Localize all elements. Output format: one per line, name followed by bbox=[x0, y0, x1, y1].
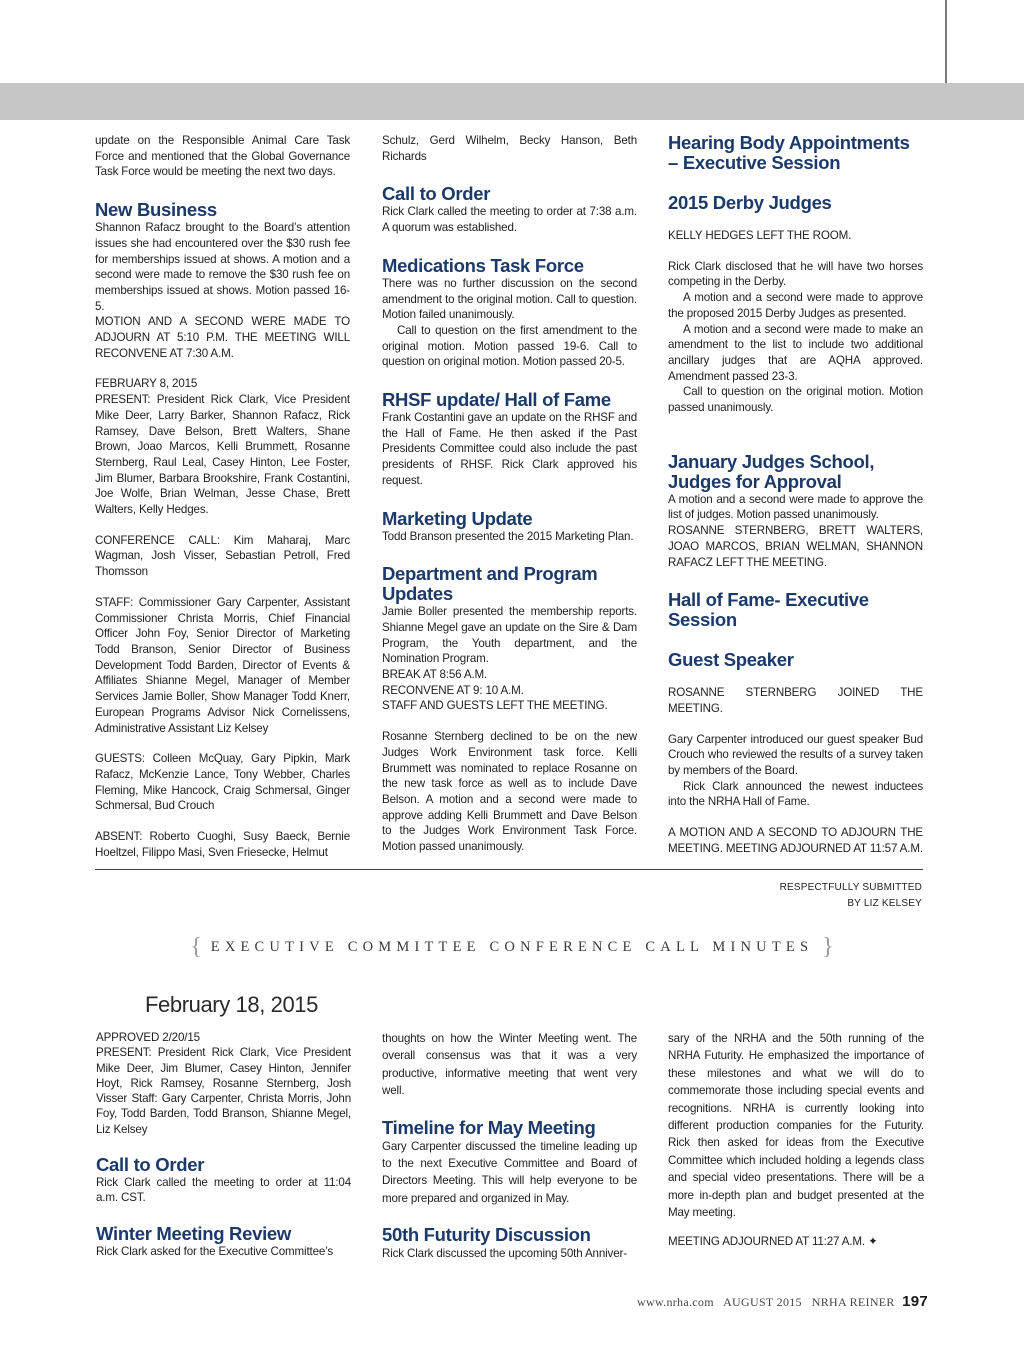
page-number: 197 bbox=[902, 1293, 928, 1310]
footer-website: www.nrha.com bbox=[637, 1295, 714, 1309]
paragraph: update on the Responsible Animal Care Task Force and mentioned that the Global Governance Task Force would be meeting the next two days. bbox=[95, 134, 350, 179]
heading-guest-speaker: Guest Speaker bbox=[668, 649, 794, 671]
heading-50th-futurity: 50th Futurity Discussion bbox=[382, 1224, 591, 1246]
upper-column-3 bbox=[668, 133, 923, 857]
guests-label: GUESTS: bbox=[95, 752, 145, 766]
members-left-note: ROSANNE STERNBERG, BRETT WALTERS, JOAO MARCOS, BRIAN WELMAN, SHANNON RAFACZ LEFT THE MEETING. bbox=[668, 524, 923, 569]
section-divider bbox=[95, 869, 923, 870]
paragraph: Schulz, Gerd Wilhelm, Becky Hanson, Beth Richards bbox=[382, 134, 637, 163]
approved-note: APPROVED 2/20/15 bbox=[96, 1031, 200, 1044]
lower-column-2 bbox=[382, 1030, 637, 1263]
paragraph: Rick Clark called the meeting to order at 11:04 a.m. CST. bbox=[96, 1176, 351, 1205]
footer-issue: AUGUST 2015 bbox=[723, 1295, 802, 1309]
header-bar bbox=[0, 83, 1024, 120]
right-brace: } bbox=[822, 934, 834, 960]
adjourned-note: MEETING ADJOURNED AT 11:27 A.M. ✦ bbox=[668, 1235, 878, 1249]
upper-column-1 bbox=[95, 133, 350, 860]
present-label: PRESENT: bbox=[95, 393, 151, 407]
paragraph: A motion and a second were made to make an amendment to the list to include two additional ancillary judges that are AQHA approved. Amendment passed 23-3. bbox=[668, 322, 923, 383]
paragraph: Rick Clark disclosed that he will have two horses competing in the Derby. bbox=[668, 259, 923, 289]
staff-label: STAFF: bbox=[95, 595, 134, 609]
paragraph: Gary Carpenter introduced our guest speaker Bud Crouch who reviewed the results of a survey taken by members of the Board. bbox=[668, 732, 923, 778]
page-edge-rule bbox=[945, 0, 947, 83]
conference-call-list bbox=[95, 533, 350, 580]
lower-column-3 bbox=[668, 1030, 924, 1251]
signoff bbox=[780, 880, 922, 912]
signoff-line-2: BY LIZ KELSEY bbox=[847, 898, 922, 909]
heading-january-judges-school: January Judges School, Judges for Approval bbox=[668, 450, 875, 492]
paragraph: Gary Carpenter discussed the timeline leading up to the next Executive Committee and Board of Directors Meeting. This will help everyone to be more prepared and organized in May. bbox=[382, 1139, 637, 1205]
left-brace: { bbox=[190, 934, 202, 960]
present-label: PRESENT: bbox=[96, 1046, 152, 1060]
paragraph: Frank Costantini gave an update on the RHSF and the Hall of Fame. He then asked if the Past Presidents Committee could also include the past presidents of RHSF. Rick Clark approved his request. bbox=[382, 411, 637, 487]
signoff-line-1: RESPECTFULLY SUBMITTED bbox=[779, 882, 922, 893]
kelly-left-note: KELLY HEDGES LEFT THE ROOM. bbox=[668, 229, 852, 242]
heading-medications-task-force: Medications Task Force bbox=[382, 254, 584, 276]
paragraph: Rick Clark called the meeting to order at 7:38 a.m. A quorum was established. bbox=[382, 205, 637, 235]
paragraph: Rick Clark asked for the Executive Committee’s bbox=[96, 1244, 334, 1258]
conference-call-label: CONFERENCE CALL: bbox=[95, 533, 220, 547]
footer-magazine: NRHA REINER bbox=[811, 1295, 895, 1309]
paragraph: Call to question on the original motion. Motion passed unanimously. bbox=[668, 385, 923, 415]
banner-title: EXECUTIVE COMMITTEE CONFERENCE CALL MINUTES bbox=[210, 939, 814, 955]
absent-label: ABSENT: bbox=[95, 830, 143, 844]
paragraph: sary of the NRHA and the 50th running of the NRHA Futurity. He emphasized the importance of these milestones and what we will do to commemorate those including special events and recognitions. NRHA is currently looking into different production companies for the Futurity. Rick then asked for ideas from the Executive Committee which included holding a legends class and special video presentations. There will be a more in-depth plan and budget presented at the May meeting. bbox=[668, 1032, 924, 1220]
paragraph: Todd Branson presented the 2015 Marketing Plan. bbox=[382, 529, 634, 543]
conference-call-names: Kim Maharaj, Marc Wagman, Josh Visser, Sebastian Petroll, Fred Thomsson bbox=[95, 533, 350, 579]
rosanne-joined-note: ROSANNE STERNBERG JOINED THE MEETING. bbox=[668, 686, 923, 715]
paragraph: Shannon Rafacz brought to the Board’s attention issues she had encountered over the $30 rush fee for memberships issued at shows. A motion and a second were made to remove the $30 rush fee on memberships issued at shows. Motion passed 16-5. bbox=[95, 221, 350, 313]
present-names: President Rick Clark, Vice President Mike Deer, Larry Barker, Shannon Rafacz, Rick Ramsey, Dave Belson, Brett Walters, Shane Brown, Joao Marcos, Kelli Brummett, Rosanne Sternberg, Raul Leal, Casey Hinton, Lee Foster, Jim Blumer, Barbara Brookshire, Frank Costantini, Joe Wolfe, Brian Welman, Jesse Chase, Brett Walters, Kelly Hedges. bbox=[95, 393, 350, 517]
heading-department-program-updates: Department and Program Updates bbox=[382, 563, 598, 605]
paragraph: Call to question on the first amendment to the original motion. Motion passed 19-6. Call to question on original motion. Motion passed 20-5. bbox=[382, 323, 637, 369]
page-footer bbox=[637, 1293, 928, 1310]
paragraph: There was no further discussion on the second amendment to the original motion. Call to question. Motion failed unanimously. bbox=[382, 276, 637, 322]
heading-new-business: New Business bbox=[95, 199, 217, 221]
meeting-date: FEBRUARY 8, 2015 bbox=[95, 377, 198, 391]
adjourn-note: A MOTION AND A SECOND TO ADJOURN THE MEETING. MEETING ADJOURNED AT 11:57 A.M. bbox=[668, 826, 923, 855]
break-note: BREAK AT 8:56 A.M. bbox=[382, 668, 488, 682]
paragraph: Rick Clark discussed the upcoming 50th Anniver- bbox=[382, 1247, 627, 1261]
paragraph: Jamie Boller presented the membership reports. Shianne Megel gave an update on the Sire & Dam Program, the Youth department, and the Nomination Program. bbox=[382, 605, 637, 666]
paragraph: Rosanne Sternberg declined to be on the new Judges Work Environment task force. Kelli Brummett was nominated to replace Rosanne on the new task force as well as to include Dave Belson. A motion and a second were made to approve adding Kelli Brummett and Dave Belson to the Judges Work Environment Task Force. Motion passed unanimously. bbox=[382, 730, 637, 854]
heading-hall-of-fame-session: Hall of Fame- Executive Session bbox=[668, 589, 869, 631]
upper-column-2 bbox=[382, 133, 637, 855]
paragraph: A motion and a second were made to approve the list of judges. Motion passed unanimously. bbox=[668, 492, 923, 522]
heading-rhsf-update: RHSF update/ Hall of Fame bbox=[382, 389, 611, 411]
staff-names: Commissioner Gary Carpenter, Assistant Commissioner Christa Morris, Chief Financial Officer John Foy, Senior Director of Marketing Todd Branson, Senior Director of Business Development Todd Barden, Director of Events & Affiliates Shianne Megel, Manager of Member Services Jamie Boller, Show Manager Todd Knerr, European Programs Advisor Nick Cornelissens, Administrative Assistant Liz Kelsey bbox=[95, 595, 350, 735]
heading-winter-meeting-review: Winter Meeting Review bbox=[96, 1222, 292, 1244]
absent-list bbox=[95, 829, 350, 860]
motion-adjourn: MOTION AND A SECOND WERE MADE TO ADJOURN AT 5:10 P.M. THE MEETING WILL RECONVENE AT 7:30 A.M. bbox=[95, 315, 350, 360]
staff-left-note: STAFF AND GUESTS LEFT THE MEETING. bbox=[382, 699, 608, 713]
present-list bbox=[95, 392, 350, 518]
staff-list bbox=[95, 595, 350, 736]
heading-call-to-order: Call to Order bbox=[96, 1154, 205, 1176]
guests-list bbox=[95, 751, 350, 814]
present-list bbox=[96, 1045, 351, 1137]
heading-hearing-body-appointments: Hearing Body Appointments – Executive Session bbox=[668, 132, 910, 173]
heading-call-to-order: Call to Order bbox=[382, 183, 491, 205]
present-names: President Rick Clark, Vice President Mike Deer, Jim Blumer, Casey Hinton, Jennifer Hoyt, Rick Ramsey, Rosanne Sternberg, Josh Visser Staff: Gary Carpenter, Christa Morris, John Foy, Todd Barden, Todd Branson, Shianne Megel, Liz Kelsey bbox=[96, 1046, 351, 1136]
absent-names: Roberto Cuoghi, Susy Baeck, Bernie Hoeltzel, Filippo Masi, Sven Friesecke, Helmut bbox=[95, 830, 350, 859]
guests-names: Colleen McQuay, Gary Pipkin, Mark Rafacz, McKenzie Lance, Tony Webber, Charles Fleming, Mike Hancock, Craig Schmersal, Ginger Schmersal, Bud Crouch bbox=[95, 752, 350, 813]
paragraph: A motion and a second were made to approve the proposed 2015 Derby Judges as presented. bbox=[668, 291, 923, 320]
lower-column-1 bbox=[96, 1030, 351, 1259]
paragraph: Rick Clark announced the newest inductees into the NRHA Hall of Fame. bbox=[668, 779, 923, 809]
reconvene-note: RECONVENE AT 9: 10 A.M. bbox=[382, 683, 524, 697]
paragraph: thoughts on how the Winter Meeting went. The overall consensus was that it was a very productive, informative meeting that went very well. bbox=[382, 1032, 637, 1098]
heading-marketing-update: Marketing Update bbox=[382, 507, 533, 529]
heading-derby-judges: 2015 Derby Judges bbox=[668, 192, 832, 213]
section-banner bbox=[0, 934, 1024, 961]
date-heading: February 18, 2015 bbox=[145, 992, 318, 1017]
heading-timeline-may-meeting: Timeline for May Meeting bbox=[382, 1116, 596, 1138]
